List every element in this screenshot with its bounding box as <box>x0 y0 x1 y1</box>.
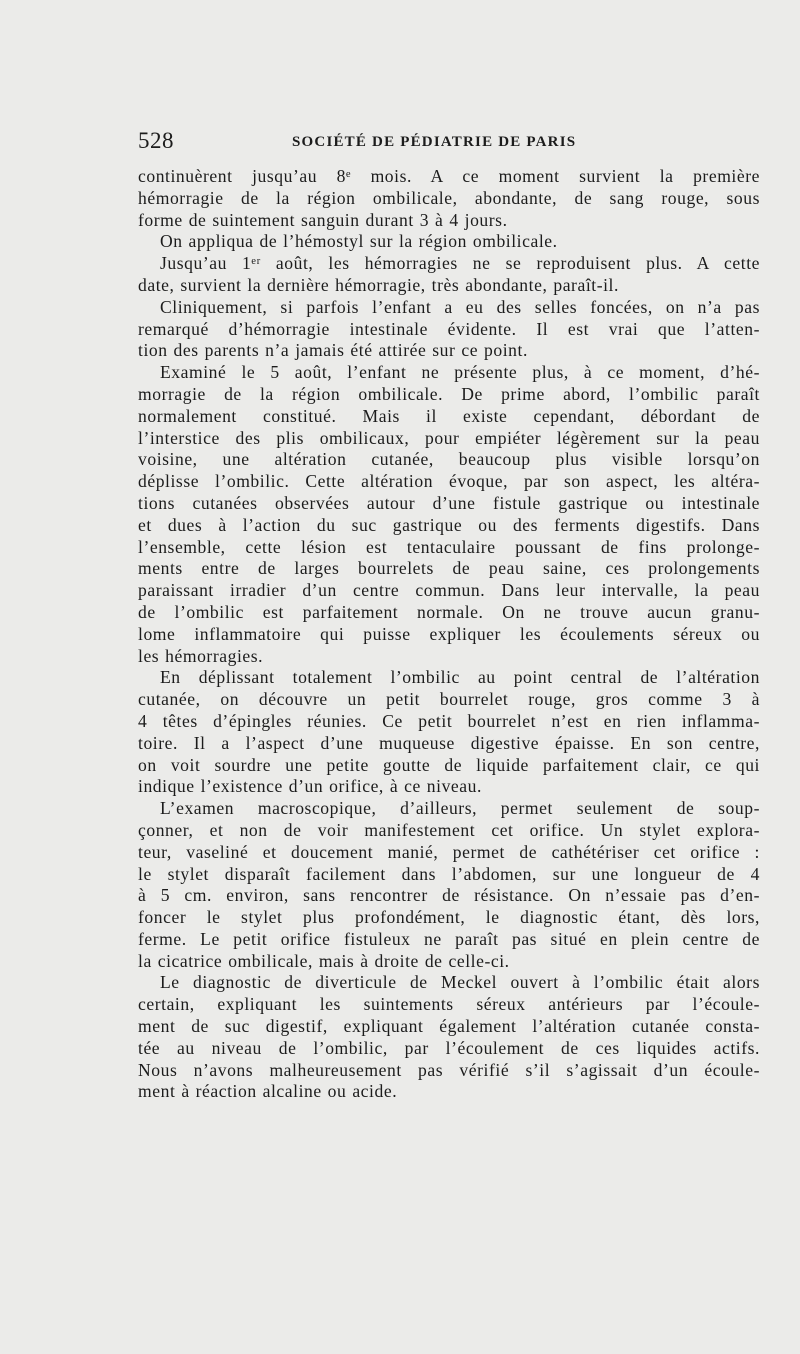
text-line: Nous n’avons malheureusement pas vérifié s’il s’agissait d’un écoule- <box>138 1059 760 1080</box>
text-line: ments entre de larges bourrelets de peau saine, ces prolongements <box>138 558 760 579</box>
text-line: cutanée, on découvre un petit bourrelet rouge, gros comme 3 à <box>138 689 760 710</box>
text-line: et dues à l’action du suc gastrique ou des ferments digestifs. Dans <box>138 514 760 535</box>
text-line: déplisse l’ombilic. Cette altération évoque, par son aspect, les altéra- <box>138 471 760 492</box>
text-line: de l’ombilic est parfaitement normale. On ne trouve aucun granu- <box>138 601 760 622</box>
text-line: les hémorragies. <box>138 645 264 666</box>
text-line: lome inflammatoire qui puisse expliquer les écoulements séreux ou <box>138 623 760 644</box>
text-line: teur, vaseliné et doucement manié, permet de cathétériser cet orifice : <box>138 841 760 862</box>
text-line: forme de suintement sanguin durant 3 à 4 jours. <box>138 209 508 230</box>
page-number: 528 <box>138 128 174 153</box>
text-line: la cicatrice ombilicale, mais à droite de celle-ci. <box>138 950 510 971</box>
text-line: ferme. Le petit orifice fistuleux ne paraît pas situé en plein centre de <box>138 928 760 949</box>
text-line: Examiné le 5 août, l’enfant ne présente plus, à ce moment, d’hé- <box>160 362 760 383</box>
text-line: tion des parents n’a jamais été attirée sur ce point. <box>138 340 528 361</box>
text-line: Cliniquement, si parfois l’enfant a eu des selles foncées, on n’a pas <box>160 296 760 317</box>
text-line: on voit sourdre une petite goutte de liquide parfaitement clair, ce qui <box>138 754 760 775</box>
text-line: L’examen macroscopique, d’ailleurs, permet seulement de soup- <box>160 798 760 819</box>
text-line: voisine, une altération cutanée, beaucoup plus visible lorsqu’on <box>138 449 760 470</box>
text-line: çonner, et non de voir manifestement cet orifice. Un stylet explora- <box>138 819 760 840</box>
text-line: normalement constitué. Mais il existe cependant, débordant de <box>138 405 760 426</box>
text-line: morragie de la région ombilicale. De prime abord, l’ombilic paraît <box>138 383 760 404</box>
text-line: tions cutanées observées autour d’une fistule gastrique ou intestinale <box>138 492 760 513</box>
page-header <box>138 128 758 158</box>
text-line: ment à réaction alcaline ou acide. <box>138 1081 398 1102</box>
running-title: SOCIÉTÉ DE PÉDIATRIE DE PARIS <box>292 134 577 150</box>
text-line: ment de suc digestif, expliquant également l’altération cutanée consta- <box>138 1016 760 1037</box>
text-line: remarqué d’hémorragie intestinale évidente. Il est vrai que l’atten- <box>138 318 760 339</box>
text-line: En déplissant totalement l’ombilic au point central de l’altération <box>160 667 760 688</box>
text-line: le stylet disparaît facilement dans l’abdomen, sur une longueur de 4 <box>138 863 760 884</box>
text-line: indique l’existence d’un orifice, à ce niveau. <box>138 776 482 797</box>
text-line: tée au niveau de l’ombilic, par l’écoulement de ces liquides actifs. <box>138 1037 760 1058</box>
text-line: foncer le stylet plus profondément, le diagnostic étant, dès lors, <box>138 907 760 928</box>
text-line: l’ensemble, cette lésion est tentaculaire poussant de fins prolonge- <box>138 536 760 557</box>
text-line: On appliqua de l’hémostyl sur la région ombilicale. <box>160 231 558 252</box>
text-line: certain, expliquant les suintements séreux antérieurs par l’écoule- <box>138 994 760 1015</box>
text-line: l’interstice des plis ombilicaux, pour empiéter légèrement sur la peau <box>138 427 760 448</box>
text-line: toire. Il a l’aspect d’une muqueuse digestive épaisse. En son centre, <box>138 732 760 753</box>
text-line: Jusqu’au 1ᵉʳ août, les hémorragies ne se reproduisent plus. A cette <box>160 253 760 274</box>
text-line: paraissant irradier d’un centre commun. Dans leur intervalle, la peau <box>138 580 760 601</box>
body-text <box>138 166 760 1103</box>
text-line: 4 têtes d’épingles réunies. Ce petit bourrelet n’est en rien inflamma- <box>138 710 760 731</box>
text-line: à 5 cm. environ, sans rencontrer de résistance. On n’essaie pas d’en- <box>138 885 760 906</box>
text-line: date, survient la dernière hémorragie, très abondante, paraît-il. <box>138 274 619 295</box>
text-line: continuèrent jusqu’au 8ᵉ mois. A ce moment survient la première <box>138 166 760 186</box>
text-line: Le diagnostic de diverticule de Meckel ouvert à l’ombilic était alors <box>160 972 760 993</box>
text-line: hémorragie de la région ombilicale, abondante, de sang rouge, sous <box>138 187 760 208</box>
